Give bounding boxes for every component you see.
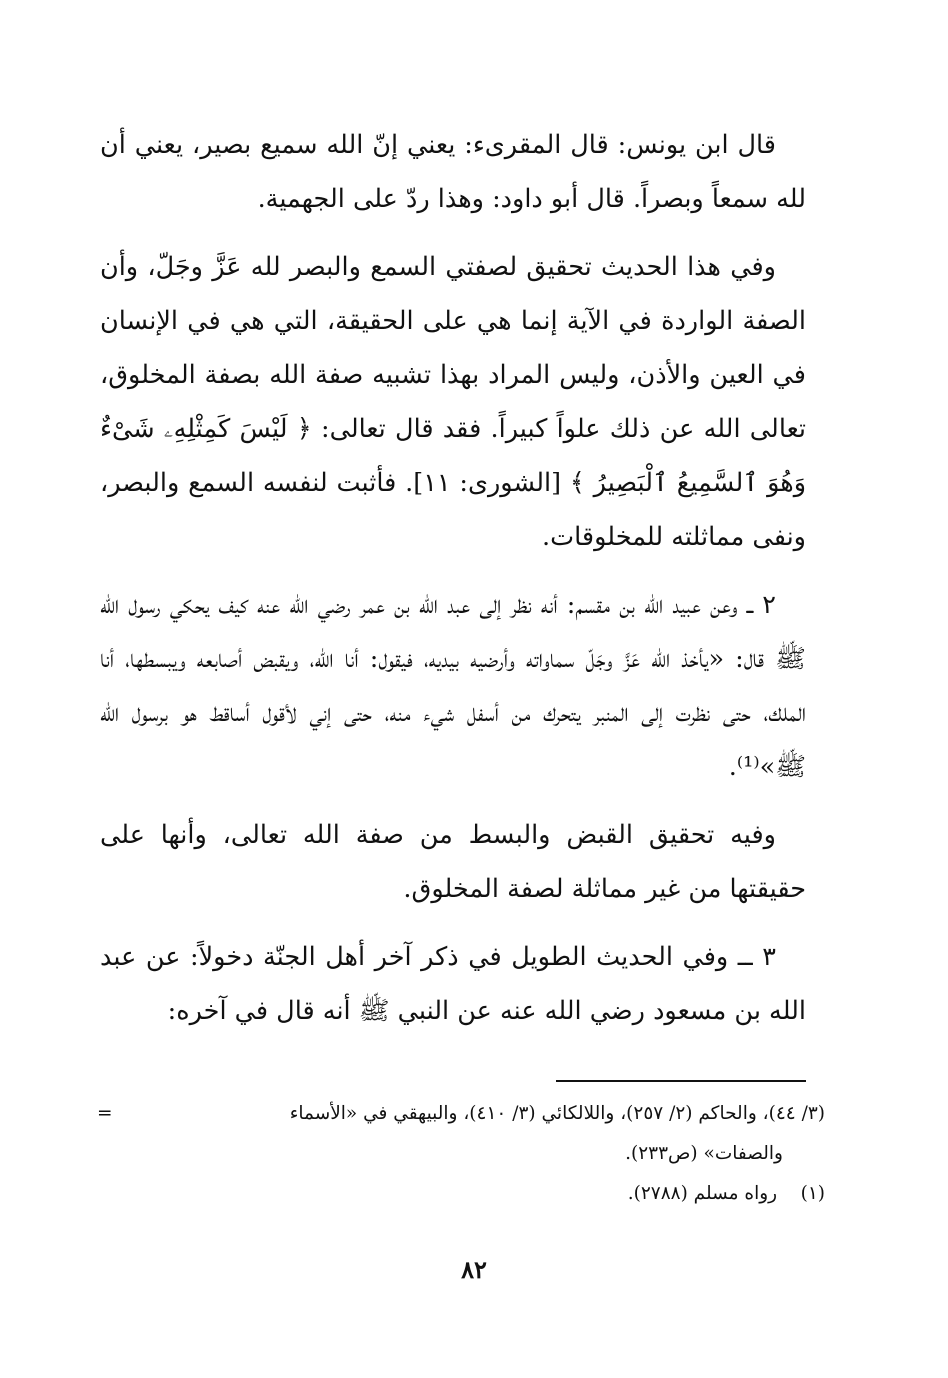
page-number: ٨٢ xyxy=(461,1255,487,1284)
continuation-marker: = xyxy=(97,1103,113,1124)
footnote-1-text: رواه مسلم (٢٧٨٨). xyxy=(627,1183,778,1204)
paragraph-hadith-2: ٢ ــ وعن عبيد الله بن مقسم: أنه نظر إلى عبد الله بن عمر رضي الله عنه كيف يحكي رسول الله ﷺ قال: «يأخذ الله عَزَّ وجَلّ سماواته وأرضيه بيديه، فيقول: أنا الله، ويقبض أصابعه ويبسطها، أنا الملك، حتى نظرت إلى المنبر يتحرك من أسفل شيء منه، حتى إني لأقول أساقط هو برسول الله ﷺ»⁽¹⁾. xyxy=(100,590,806,782)
footnotes xyxy=(97,1094,825,1214)
footnote-1 xyxy=(105,1174,825,1214)
paragraph-qabd-bast: وفيه تحقيق القبض والبسط من صفة الله تعالى، وأنها على حقيقتها من غير مماثلة لصفة المخلوق. xyxy=(100,820,806,904)
paragraph-hearing-sight: وفي هذا الحديث تحقيق لصفتي السمع والبصر لله عَزَّ وجَلّ، وأن الصفة الواردة في الآية إنما هي على الحقيقة، التي هي في الإنسان في العين والأذن، وليس المراد بهذا تشبيه صفة الله بصفة المخلوق، تعالى الله عن ذلك علواً كبيراً. فقد قال تعالى: ﴿ لَيْسَ كَمِثْلِهِۦ شَىْءٌ وَهُوَ ٱلسَّمِيعُ ٱلْبَصِيرُ ﴾ [الشورى: ١١]. فأثبت لنفسه السمع والبصر، ونفى مماثلته للمخلوقات. xyxy=(100,252,807,552)
footnote-continuation-text: (٣/ ٤٤)، والحاكم (٢/ ٢٥٧)، واللالكائي (٣/ ٤١٠)، والبيهقي في «الأسماء xyxy=(289,1103,825,1124)
main-text xyxy=(100,118,806,1052)
footnote-1-number: (١) xyxy=(800,1183,825,1204)
footnote-continuation-line-2: والصفات» (ص٢٣٣). xyxy=(625,1143,783,1164)
paragraph-ibn-yunus: قال ابن يونس: قال المقرىء: يعني إنّ الله سميع بصير، يعني أن لله سمعاً وبصراً. قال أبو داود: وهذا ردّ على الجهمية. xyxy=(100,130,806,214)
paragraph-hadith-3: ٣ ــ وفي الحديث الطويل في ذكر آخر أهل الجنّة دخولاً: عن عبد الله بن مسعود رضي الله عنه عن النبي ﷺ أنه قال في آخره: xyxy=(100,942,806,1026)
footnote-continuation-line xyxy=(97,1094,825,1134)
footnote-separator xyxy=(556,1080,806,1082)
